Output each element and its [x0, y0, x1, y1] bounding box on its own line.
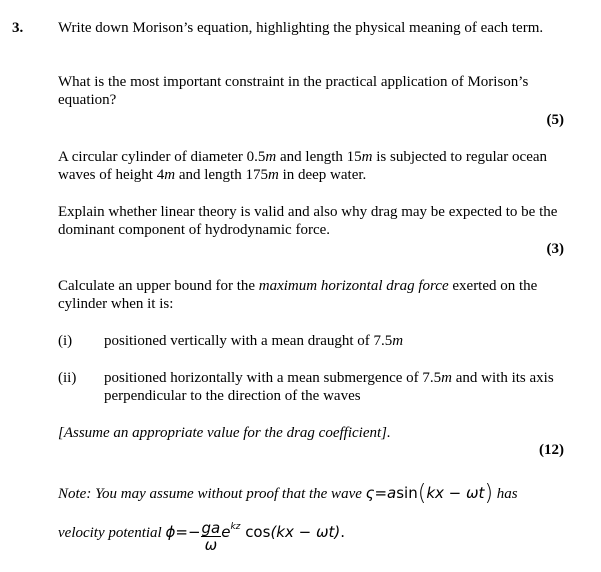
paragraph-drag-force: Calculate an upper bound for the maximum horizontal drag force exerted on the cylinder when it is: [58, 278, 538, 312]
paragraph-constraint: What is the most important constraint in the practical application of Morison’s equation? [58, 74, 529, 108]
question-number: 3. [12, 20, 24, 36]
paragraph-cylinder-description: A circular cylinder of diameter 0.5m and length 15m is subjected to regular ocean waves of height 4m and length 175m in deep water. [58, 149, 548, 183]
paragraph-morison-equation: Write down Morison’s equation, highlighting the physical meaning of each term. [58, 20, 544, 36]
item-label: (ii) [58, 370, 77, 386]
paragraph-linear-theory: Explain whether linear theory is valid and also why drag may be expected to be the dominant component of hydrodynamic force. [58, 204, 558, 238]
wave-equation: ς=asin(kx − ωt) [365, 481, 494, 506]
fraction: $\frac{ga}{\omega}$ [201, 519, 221, 554]
velocity-potential-equation: ϕ=− $\frac{ga}{\omega}$ $e^{kz}$ cos(kx − ωt). [165, 519, 346, 554]
marks-part-3: (12) [539, 442, 564, 458]
marks-part-2: (3) [546, 241, 564, 257]
item-text: positioned horizontally with a mean submergence of 7.5m and with its axis perpendicular to the direction of the waves [104, 370, 554, 404]
marks-part-1: (5) [546, 112, 564, 128]
note-velocity-potential: velocity potential ϕ=− $\frac{ga}{\omega}$ $e^{kz}$ cos(kx − ωt). [58, 519, 346, 554]
item-text: positioned vertically with a mean draught of 7.5m [104, 333, 404, 349]
note-wave-equation: Note: You may assume without proof that the wave ς=asin(kx − ωt) has [58, 481, 518, 506]
item-label: (i) [58, 333, 73, 349]
assume-note: [Assume an appropriate value for the drag coefficient]. [58, 425, 391, 441]
